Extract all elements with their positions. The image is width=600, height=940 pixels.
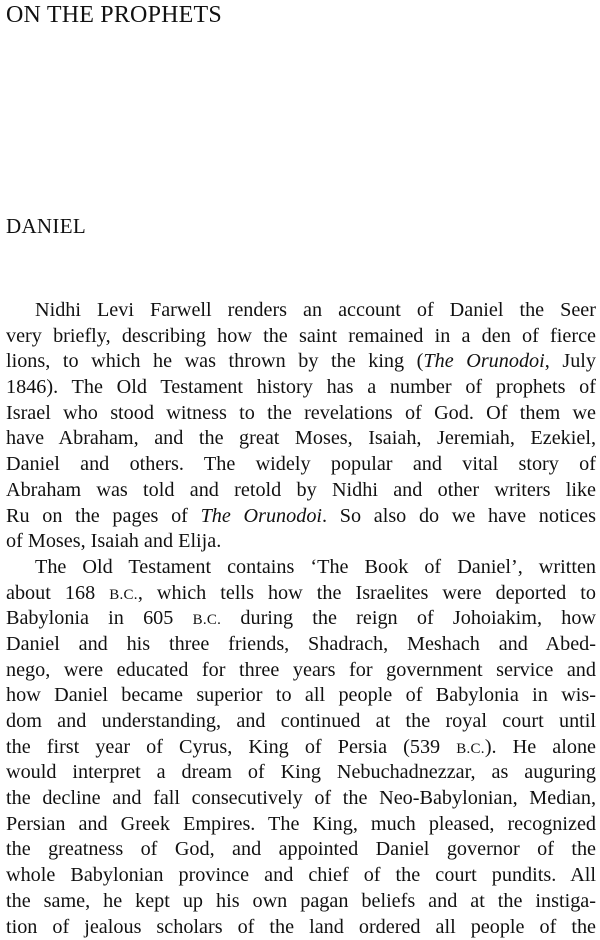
paragraph — [6, 298, 596, 555]
text-line: of Moses, Isaiah and Elija. — [6, 529, 596, 555]
text-line: have Abraham, and the great Moses, Isaiah, Jeremiah, Ezekiel, — [6, 426, 596, 452]
text-line: Abraham was told and retold by Nidhi and other writers like — [6, 478, 596, 504]
text-line: very briefly, describing how the saint remained in a den of fierce — [6, 324, 596, 350]
text-line: how Daniel became superior to all people of Babylonia in wis- — [6, 683, 596, 709]
text-line: would interpret a dream of King Nebuchadnezzar, as auguring — [6, 760, 596, 786]
text-line: The Old Testament contains ‘The Book of Daniel’, written — [6, 555, 596, 581]
text-line: the greatness of God, and appointed Daniel governor of the — [6, 837, 596, 863]
text-line: about 168 B.C., which tells how the Israelites were deported to — [6, 581, 596, 607]
section-title: DANIEL — [6, 214, 86, 239]
text-line: lions, to which he was thrown by the king (The Orunodoi, July — [6, 349, 596, 375]
running-head: ON THE PROPHETS — [6, 2, 222, 29]
text-line: the decline and fall consecutively of the Neo-Babylonian, Median, — [6, 786, 596, 812]
text-line: Nidhi Levi Farwell renders an account of Daniel the Seer — [6, 298, 596, 324]
body-text — [6, 298, 596, 940]
text-line: Babylonia in 605 B.C. during the reign of Johoiakim, how — [6, 606, 596, 632]
text-line: tion of jealous scholars of the land ordered all people of the — [6, 915, 596, 940]
text-line: Israel who stood witness to the revelations of God. Of them we — [6, 401, 596, 427]
paragraph — [6, 555, 596, 940]
text-line: the first year of Cyrus, King of Persia (539 B.C.). He alone — [6, 735, 596, 761]
text-line: 1846). The Old Testament history has a number of prophets of — [6, 375, 596, 401]
text-line: whole Babylonian province and chief of the court pundits. All — [6, 863, 596, 889]
text-line: Daniel and his three friends, Shadrach, Meshach and Abed- — [6, 632, 596, 658]
text-line: Persian and Greek Empires. The King, much pleased, recognized — [6, 812, 596, 838]
text-line: the same, he kept up his own pagan beliefs and at the instiga- — [6, 889, 596, 915]
text-line: Daniel and others. The widely popular and vital story of — [6, 452, 596, 478]
text-line: Ru on the pages of The Orunodoi. So also do we have notices — [6, 504, 596, 530]
text-line: dom and understanding, and continued at the royal court until — [6, 709, 596, 735]
text-line: nego, were educated for three years for government service and — [6, 658, 596, 684]
